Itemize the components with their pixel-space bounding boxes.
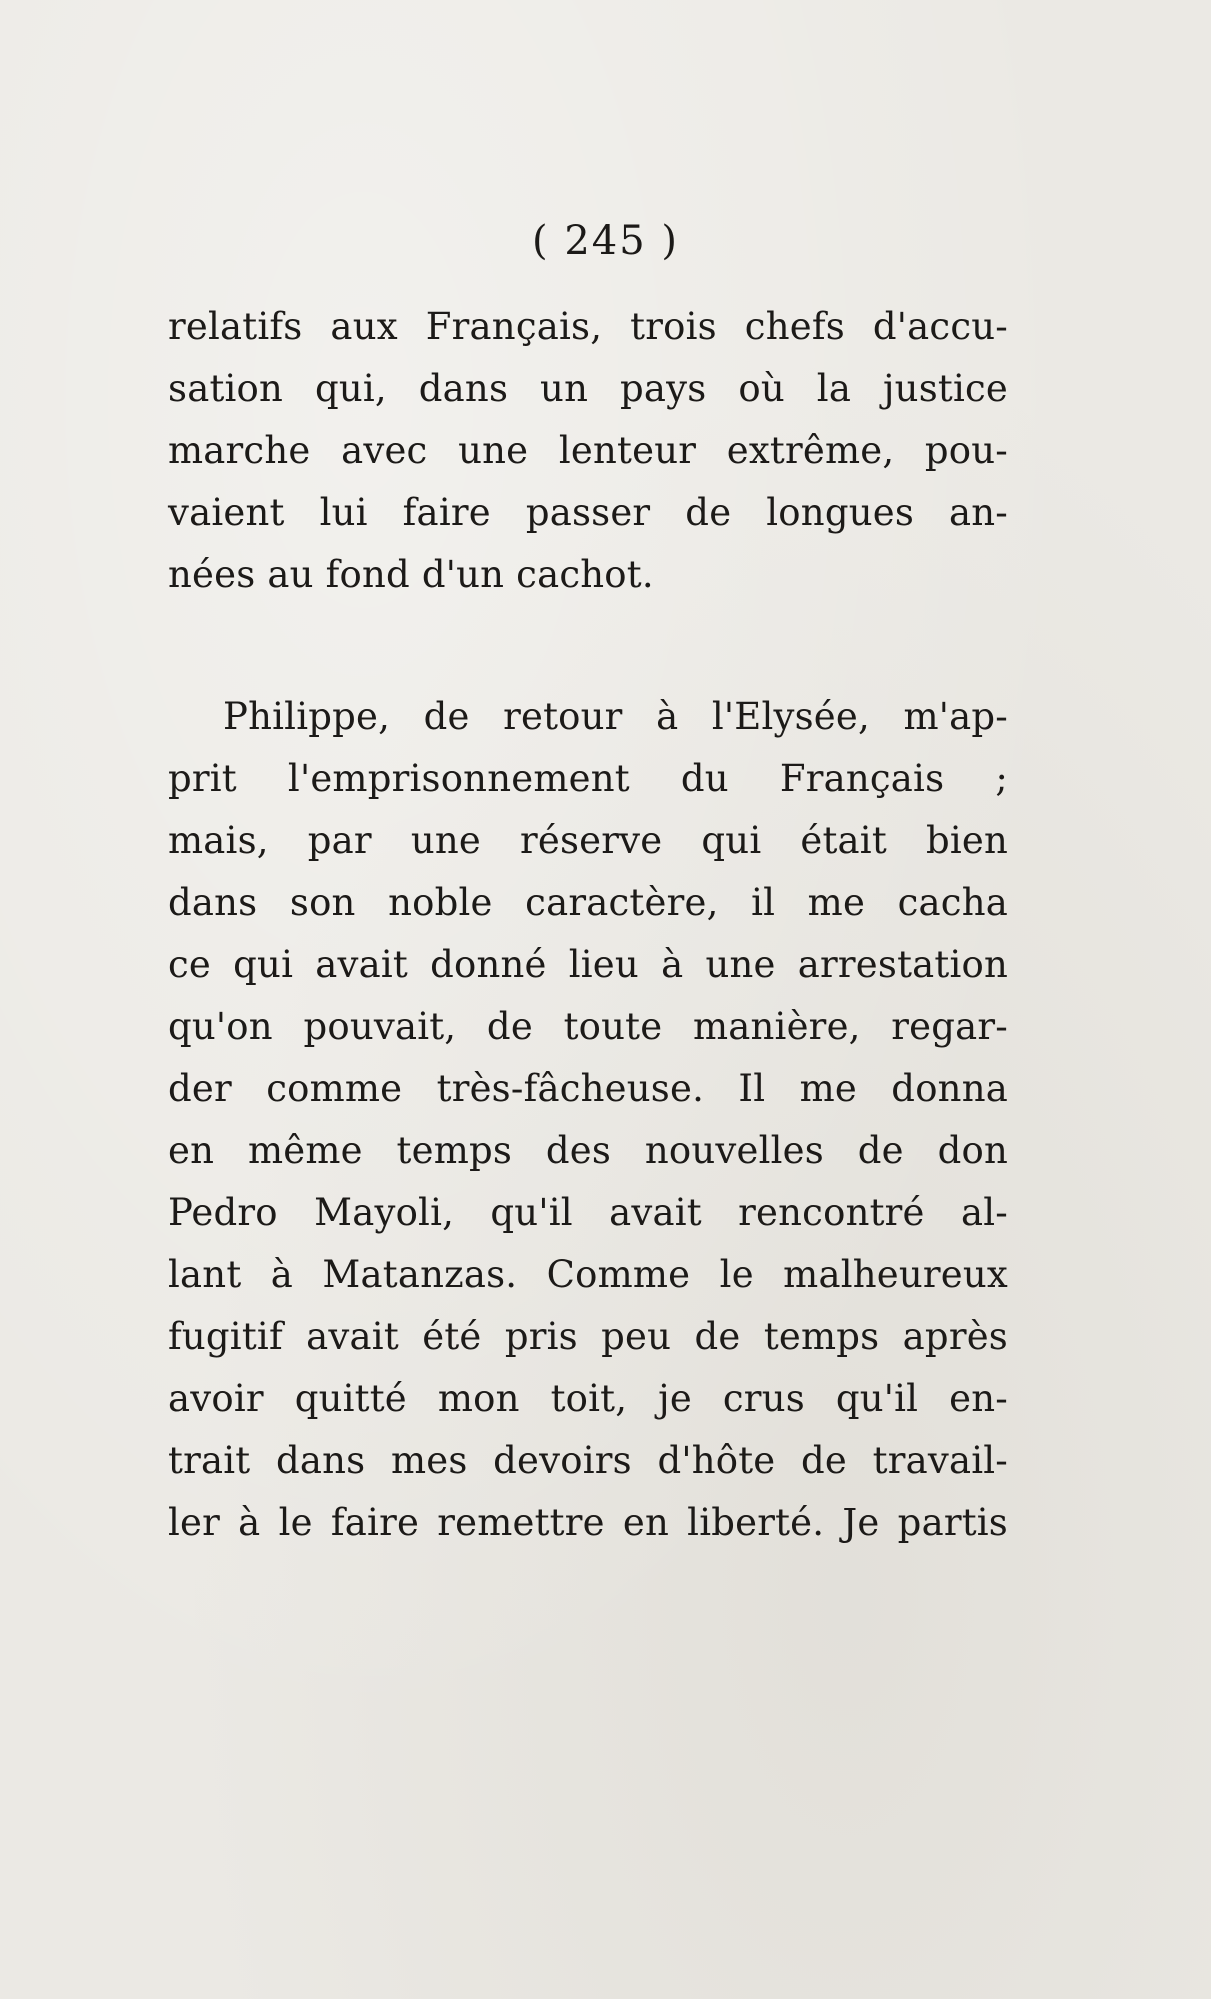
text-line: vaient lui faire passer de longues an-: [168, 491, 1008, 534]
text-line: ler à le faire remettre en liberté. Je partis: [168, 1501, 1008, 1544]
page-number: ( 245 ): [532, 218, 679, 264]
text-line: fugitif avait été pris peu de temps après: [168, 1315, 1008, 1358]
text-line: en même temps des nouvelles de don: [168, 1129, 1008, 1172]
text-line: avoir quitté mon toit, je crus qu'il en-: [168, 1377, 1008, 1420]
text-line: nées au fond d'un cachot.: [168, 553, 654, 596]
paragraph-1: [168, 296, 1008, 606]
paragraph-2: [168, 686, 1008, 1554]
text-line: Pedro Mayoli, qu'il avait rencontré al-: [168, 1191, 1008, 1234]
text-line: mais, par une réserve qui était bien: [168, 819, 1008, 862]
text-line: relatifs aux Français, trois chefs d'accu-: [168, 305, 1008, 348]
text-line: qu'on pouvait, de toute manière, regar-: [168, 1005, 1008, 1048]
text-line: ce qui avait donné lieu à une arrestation: [168, 943, 1008, 986]
text-line: sation qui, dans un pays où la justice: [168, 367, 1008, 410]
text-line: prit l'emprisonnement du Français ;: [168, 757, 1008, 800]
text-line: marche avec une lenteur extrême, pou-: [168, 429, 1008, 472]
text-line: lant à Matanzas. Comme le malheureux: [168, 1253, 1008, 1296]
text-line: Philippe, de retour à l'Elysée, m'ap-: [223, 695, 1008, 738]
text-line: trait dans mes devoirs d'hôte de travail-: [168, 1439, 1008, 1482]
text-line: dans son noble caractère, il me cacha: [168, 881, 1008, 924]
text-line: der comme très-fâcheuse. Il me donna: [168, 1067, 1008, 1110]
